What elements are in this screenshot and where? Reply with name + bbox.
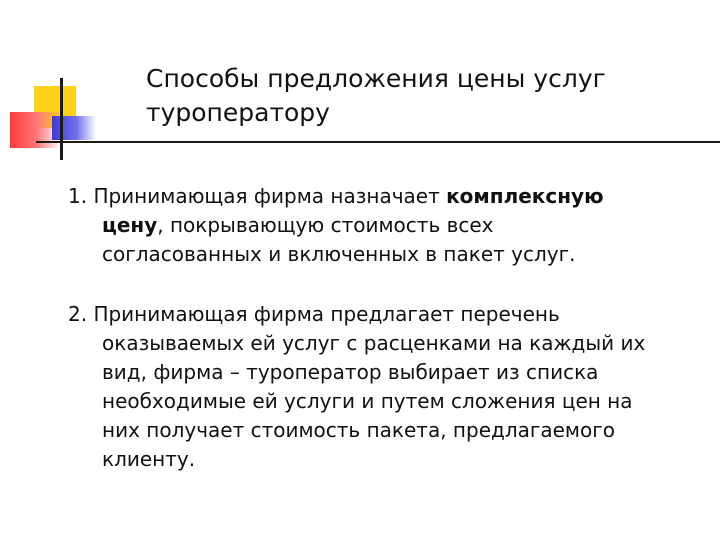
title-line-1: Способы предложения цены услуг	[146, 64, 606, 93]
paragraph-2-line-4: необходимые ей услуги и путем сложения цен на	[102, 389, 633, 413]
title-underline-rule	[36, 141, 720, 143]
paragraph-1-line-2-rest: , покрывающую стоимость всех	[157, 213, 494, 237]
paragraph-2-line-1: 2. Принимающая фирма предлагает перечень	[68, 302, 560, 326]
paragraph-1-line-1	[68, 182, 698, 211]
paragraph-2-line-5: них получает стоимость пакета, предлагаемого	[102, 418, 615, 442]
paragraph-2-line-3: вид, фирма – туроператор выбирает из списка	[102, 360, 599, 384]
paragraph-1-line-2	[68, 211, 698, 240]
slide-title	[146, 62, 686, 130]
paragraph-2	[68, 300, 698, 474]
blue-square-shape	[52, 116, 96, 140]
paragraph-2-line-2: оказываемых ей услуг с расценками на каждый их	[102, 331, 646, 355]
paragraph-1-prefix: 1. Принимающая фирма назначает	[68, 184, 447, 208]
paragraph-1-line-3: согласованных и включенных в пакет услуг.	[102, 242, 576, 266]
decorative-logo	[0, 0, 110, 170]
title-line-2: туроператору	[146, 98, 330, 127]
paragraph-2-line-6: клиенту.	[102, 447, 196, 471]
vertical-rule	[60, 78, 63, 160]
paragraph-1-bold-word-2: цену	[102, 213, 158, 237]
paragraph-1	[68, 182, 698, 269]
paragraph-1-bold-word: комплексную	[446, 184, 604, 208]
